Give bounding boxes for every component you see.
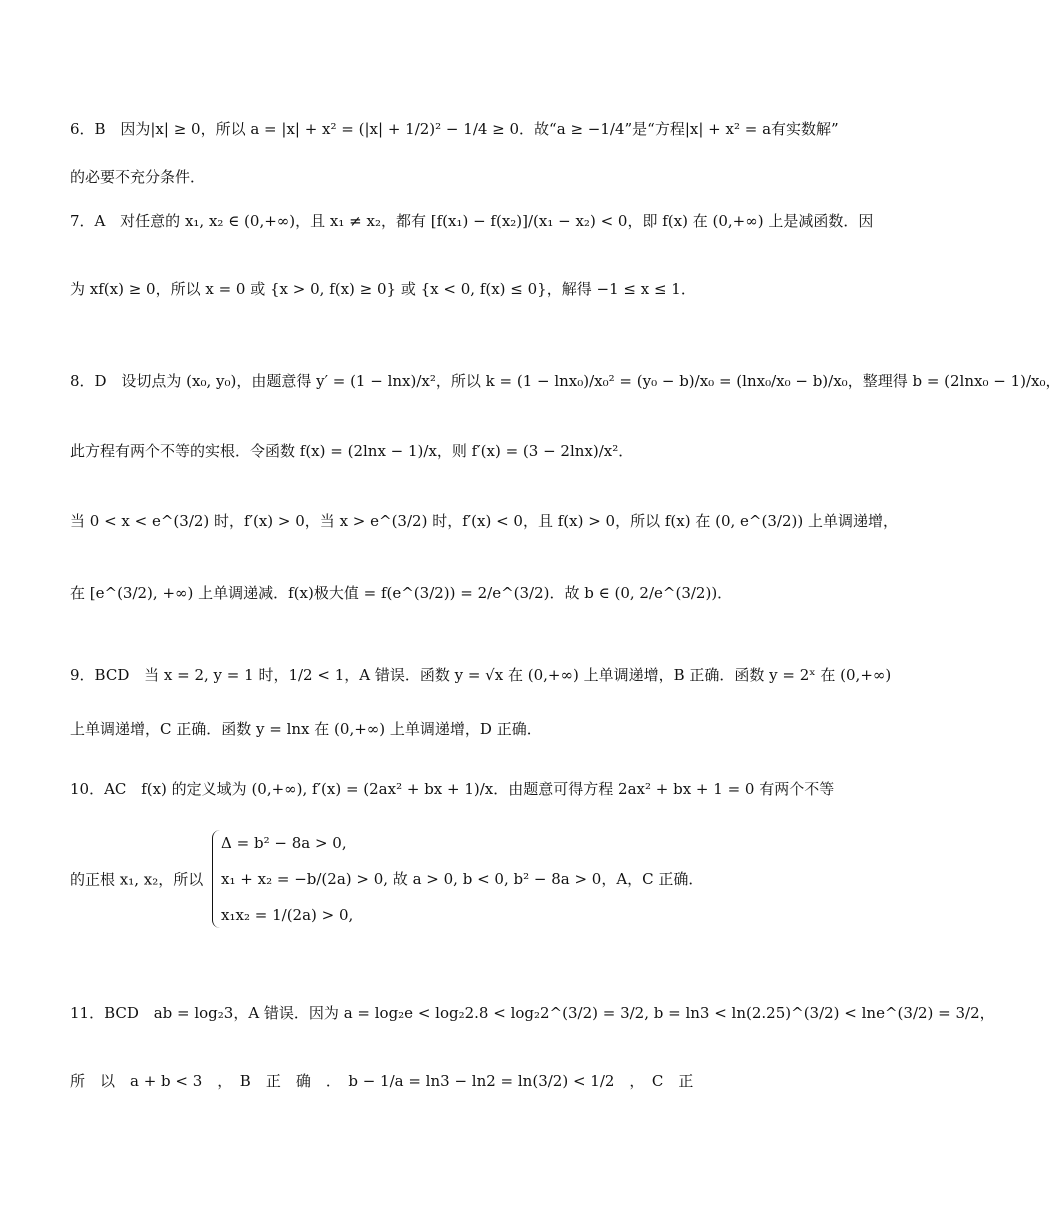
q7-text: 对任意的 x₁, x₂ ∈ (0,+∞)，且 x₁ ≠ x₂，都有 [f(x₁) − f(x₂)]/(x₁ − x₂) < 0，即 f(x) 在 (0,+∞) 上是减函数．因 (120, 212, 874, 230)
q9-line1 (70, 664, 892, 686)
q10-number: 10．AC (70, 780, 127, 798)
q9-text: 当 x = 2, y = 1 时，1/2 < 1，A 错误．函数 y = √x 在 (0,+∞) 上单调递增，B 正确．函数 y = 2ˣ 在 (0,+∞) (144, 666, 892, 684)
q8-text: 设切点为 (x₀, y₀)，由题意得 y′ = (1 − lnx)/x²，所以 k = (1 − lnx₀)/x₀² = (y₀ − b)/x₀ = (lnx₀/x₀ − b)/x₀，整理得 b = (2lnx₀ − 1)/x₀， (121, 372, 1061, 390)
q10-sys2: x₁ + x₂ = −b/(2a) > 0, 故 a > 0, b < 0, b² − 8a > 0，A，C 正确． (221, 870, 704, 888)
q10-lead: 的正根 x₁, x₂，所以 (70, 870, 204, 889)
q7-line2: 为 xf(x) ≥ 0，所以 x = 0 或 {x > 0, f(x) ≥ 0} 或 {x < 0, f(x) ≤ 0}，解得 −1 ≤ x ≤ 1． (70, 280, 696, 298)
q8-line1 (70, 370, 1061, 392)
q10-system (70, 830, 792, 928)
q6-text: 因为|x| ≥ 0，所以 a = |x| + x² = (|x| + 1/2)² − 1/4 ≥ 0．故“a ≥ −1/4”是“方程|x| + x² = a有实数解” (120, 120, 839, 138)
q10-brace (212, 830, 709, 928)
q7-line1 (70, 210, 874, 232)
q6-line2: 的必要不充分条件． (70, 168, 206, 186)
q8-line4: 在 [e^(3/2), +∞) 上单调递减．f(x)极大值 = f(e^(3/2)) = 2/e^(3/2)．故 b ∈ (0, 2/e^(3/2))． (70, 584, 733, 602)
q6-number: 6．B (70, 120, 106, 138)
q8-line3: 当 0 < x < e^(3/2) 时，f′(x) > 0，当 x > e^(3/2) 时，f′(x) < 0，且 f(x) > 0，所以 f(x) 在 (0, e^(3/2)) 上单调递增， (70, 512, 898, 530)
q8-line2: 此方程有两个不等的实根．令函数 f(x) = (2lnx − 1)/x，则 f′(x) = (3 − 2lnx)/x²． (70, 442, 634, 460)
q11-line2: 所 以 a + b < 3 ， B 正 确 ． b − 1/a = ln3 − ln2 = ln(3/2) < 1/2 ， C 正 (70, 1072, 694, 1090)
q7-number: 7．A (70, 212, 106, 230)
q6-line1 (70, 118, 839, 140)
q10-sys3: x₁x₂ = 1/(2a) > 0, (221, 906, 354, 924)
q9-number: 9．BCD (70, 666, 130, 684)
q11-line1 (70, 1002, 995, 1024)
q11-number: 11．BCD (70, 1004, 139, 1022)
q10-text: f(x) 的定义域为 (0,+∞), f′(x) = (2ax² + bx + 1)/x．由题意可得方程 2ax² + bx + 1 = 0 有两个不等 (141, 780, 835, 798)
q9-line2: 上单调递增，C 正确．函数 y = lnx 在 (0,+∞) 上单调递增，D 正确． (70, 720, 542, 738)
q10-line1 (70, 778, 835, 800)
q10-sys1: Δ = b² − 8a > 0, (221, 834, 347, 852)
q11-text: ab = log₂3，A 错误．因为 a = log₂e < log₂2.8 < log₂2^(3/2) = 3/2, b = ln3 < ln(2.25)^(3/2) < lne^(3/2) = 3/2， (153, 1004, 995, 1022)
q8-number: 8．D (70, 372, 107, 390)
